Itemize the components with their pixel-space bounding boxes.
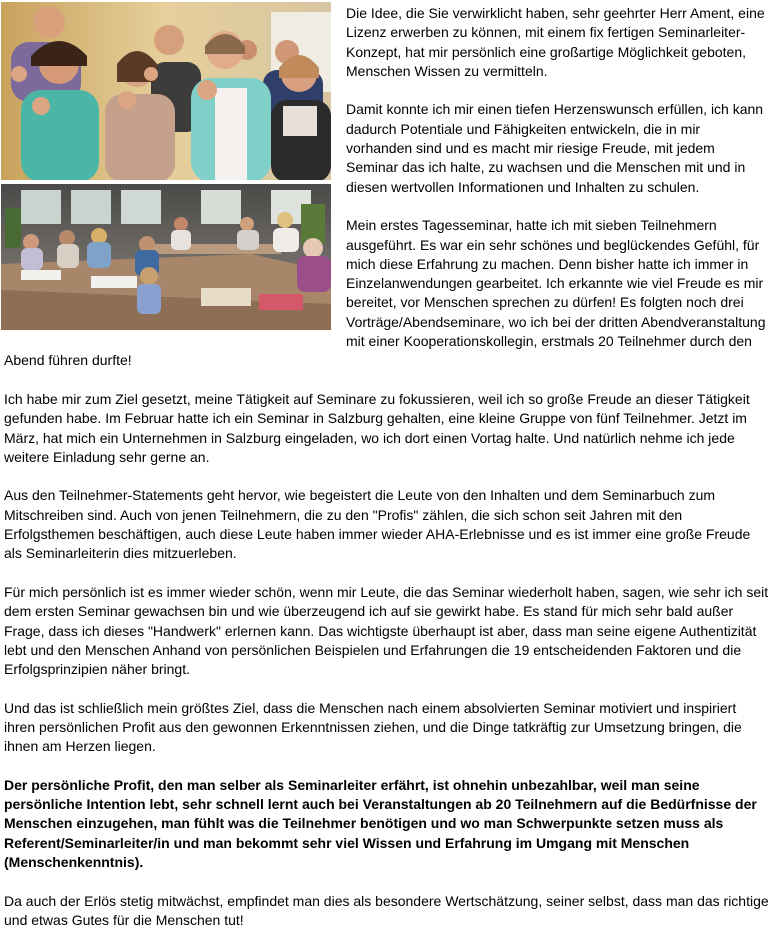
paragraph-3: Mein erstes Tagesseminar, hatte ich mit sieben Teilnehmern ausgeführt. Es war ein sehr schönes und beglückendes Gefühl, für mich diese Erfahrung zu machen. Denn bisher hatte ich immer in Einzelanwendungen gearbeitet. Ich erkannte wie viel Freude es mir bereitet, vor Menschen sprechen zu dürfen! Es folgten noch drei Vorträge/Abendseminare, wo ich bei der dritten Abendveranstaltung mit einer Kooperationskollegin, erstmals 20 Teilnehmer durch den Abend führen durfte! [4, 217, 766, 369]
paragraph-7: Und das ist schließlich mein größtes Ziel, dass die Menschen nach einem absolvierten Seminar motiviert und inspiriert ihren persönlichen Profit aus den gewonnen Erkenntnissen ziehen, und die Dinge tatkräftig zur Umsetzung bringen, die ihnen am Herzen liegen. [4, 699, 742, 755]
paragraph-2: Damit konnte ich mir einen tiefen Herzenswunsch erfüllen, ich kann dadurch Potentiale und Fähigkeiten entwickeln, die in mir vorhanden sind und es macht mir riesige Freude, mit jedem Seminar das ich halte, zu wachsen und die Menschen mit und in diesen wertvollen Informationen und Inhalten zu schulen. [346, 101, 764, 195]
paragraph-4: Ich habe mir zum Ziel gesetzt, meine Tätigkeit auf Seminare zu fokussieren, weil ich so große Freude an dieser Tätigkeit gefunden habe. Im Februar hatte ich ein Seminar in Salzburg gehalten, eine kleine Gruppe von fünf Teilnehmer. Jetzt im März, hat mich ein Unternehmen in Salzburg eingeladen, wo ich dort einen Vortag halte. Und natürlich nehme ich jede weitere Einladung sehr gerne an. [4, 390, 750, 465]
photo-wrap-spacer [4, 4, 346, 334]
paragraph-1: Die Idee, die Sie verwirklicht haben, sehr geehrter Herr Ament, eine Lizenz erwerben zu können, mit einem fix fertigen Seminarleiter-Konzept, hat mir persönlich eine großartige Möglichkeit geboten, Menschen Wissen zu vermitteln. [346, 5, 765, 79]
paragraph-5: Aus den Teilnehmer-Statements geht hervor, wie begeistert die Leute von den Inhalten und dem Seminarbuch zum Mitschreiben sind. Auch von jenen Teilnehmern, die zu den "Profis" zählen, die sich schon seit Jahren mit den Erfolgsthemen beschäftigen, auch diese Leute haben immer wieder AHA-Erlebnisse und es ist immer eine große Freude als Seminarleiterin dies mitzuerleben. [4, 487, 751, 562]
paragraph-6: Für mich persönlich ist es immer wieder schön, wenn mir Leute, die das Seminar wiederholt haben, sagen, wie sehr ich seit dem ersten Seminar gewachsen bin und wie überzeugend ich auf sie gewirkt habe. Es stand für mich sehr bald außer Frage, dass ich dieses "Handwerk" erlernen kann. Das wichtigste überhaupt ist aber, dass man seine eigene Authentizität lebt und den Menschen Anhand von persönlichen Beispielen und Erfahrungen die 19 entscheidenden Faktoren und die Erfolgsprinzipien näher bringt. [4, 583, 769, 678]
paragraph-9: Da auch der Erlös stetig mitwächst, empfindet man dies als besondere Wertschätzung, seiner selbst, dass man das richtige und etwas Gutes für die Menschen tut! [4, 892, 769, 928]
testimonial-text [4, 4, 770, 950]
paragraph-8-bold: Der persönliche Profit, den man selber als Seminarleiter erfährt, ist ohnehin unbezahlbar, weil man seine persönliche Intention lebt, sehr schnell lernt auch bei Veranstaltungen ab 20 Teilnehmern auf die Bedürfnisse der Menschen einzugehen, man fühlt was die Teilnehmer benötigen und wo man Schwerpunkte setzen muss als Referent/Seminarleiter/in und man bekommt sehr viel Wissen und Erfahrung im Umgang mit Menschen (Menschenkenntnis). [4, 776, 757, 871]
